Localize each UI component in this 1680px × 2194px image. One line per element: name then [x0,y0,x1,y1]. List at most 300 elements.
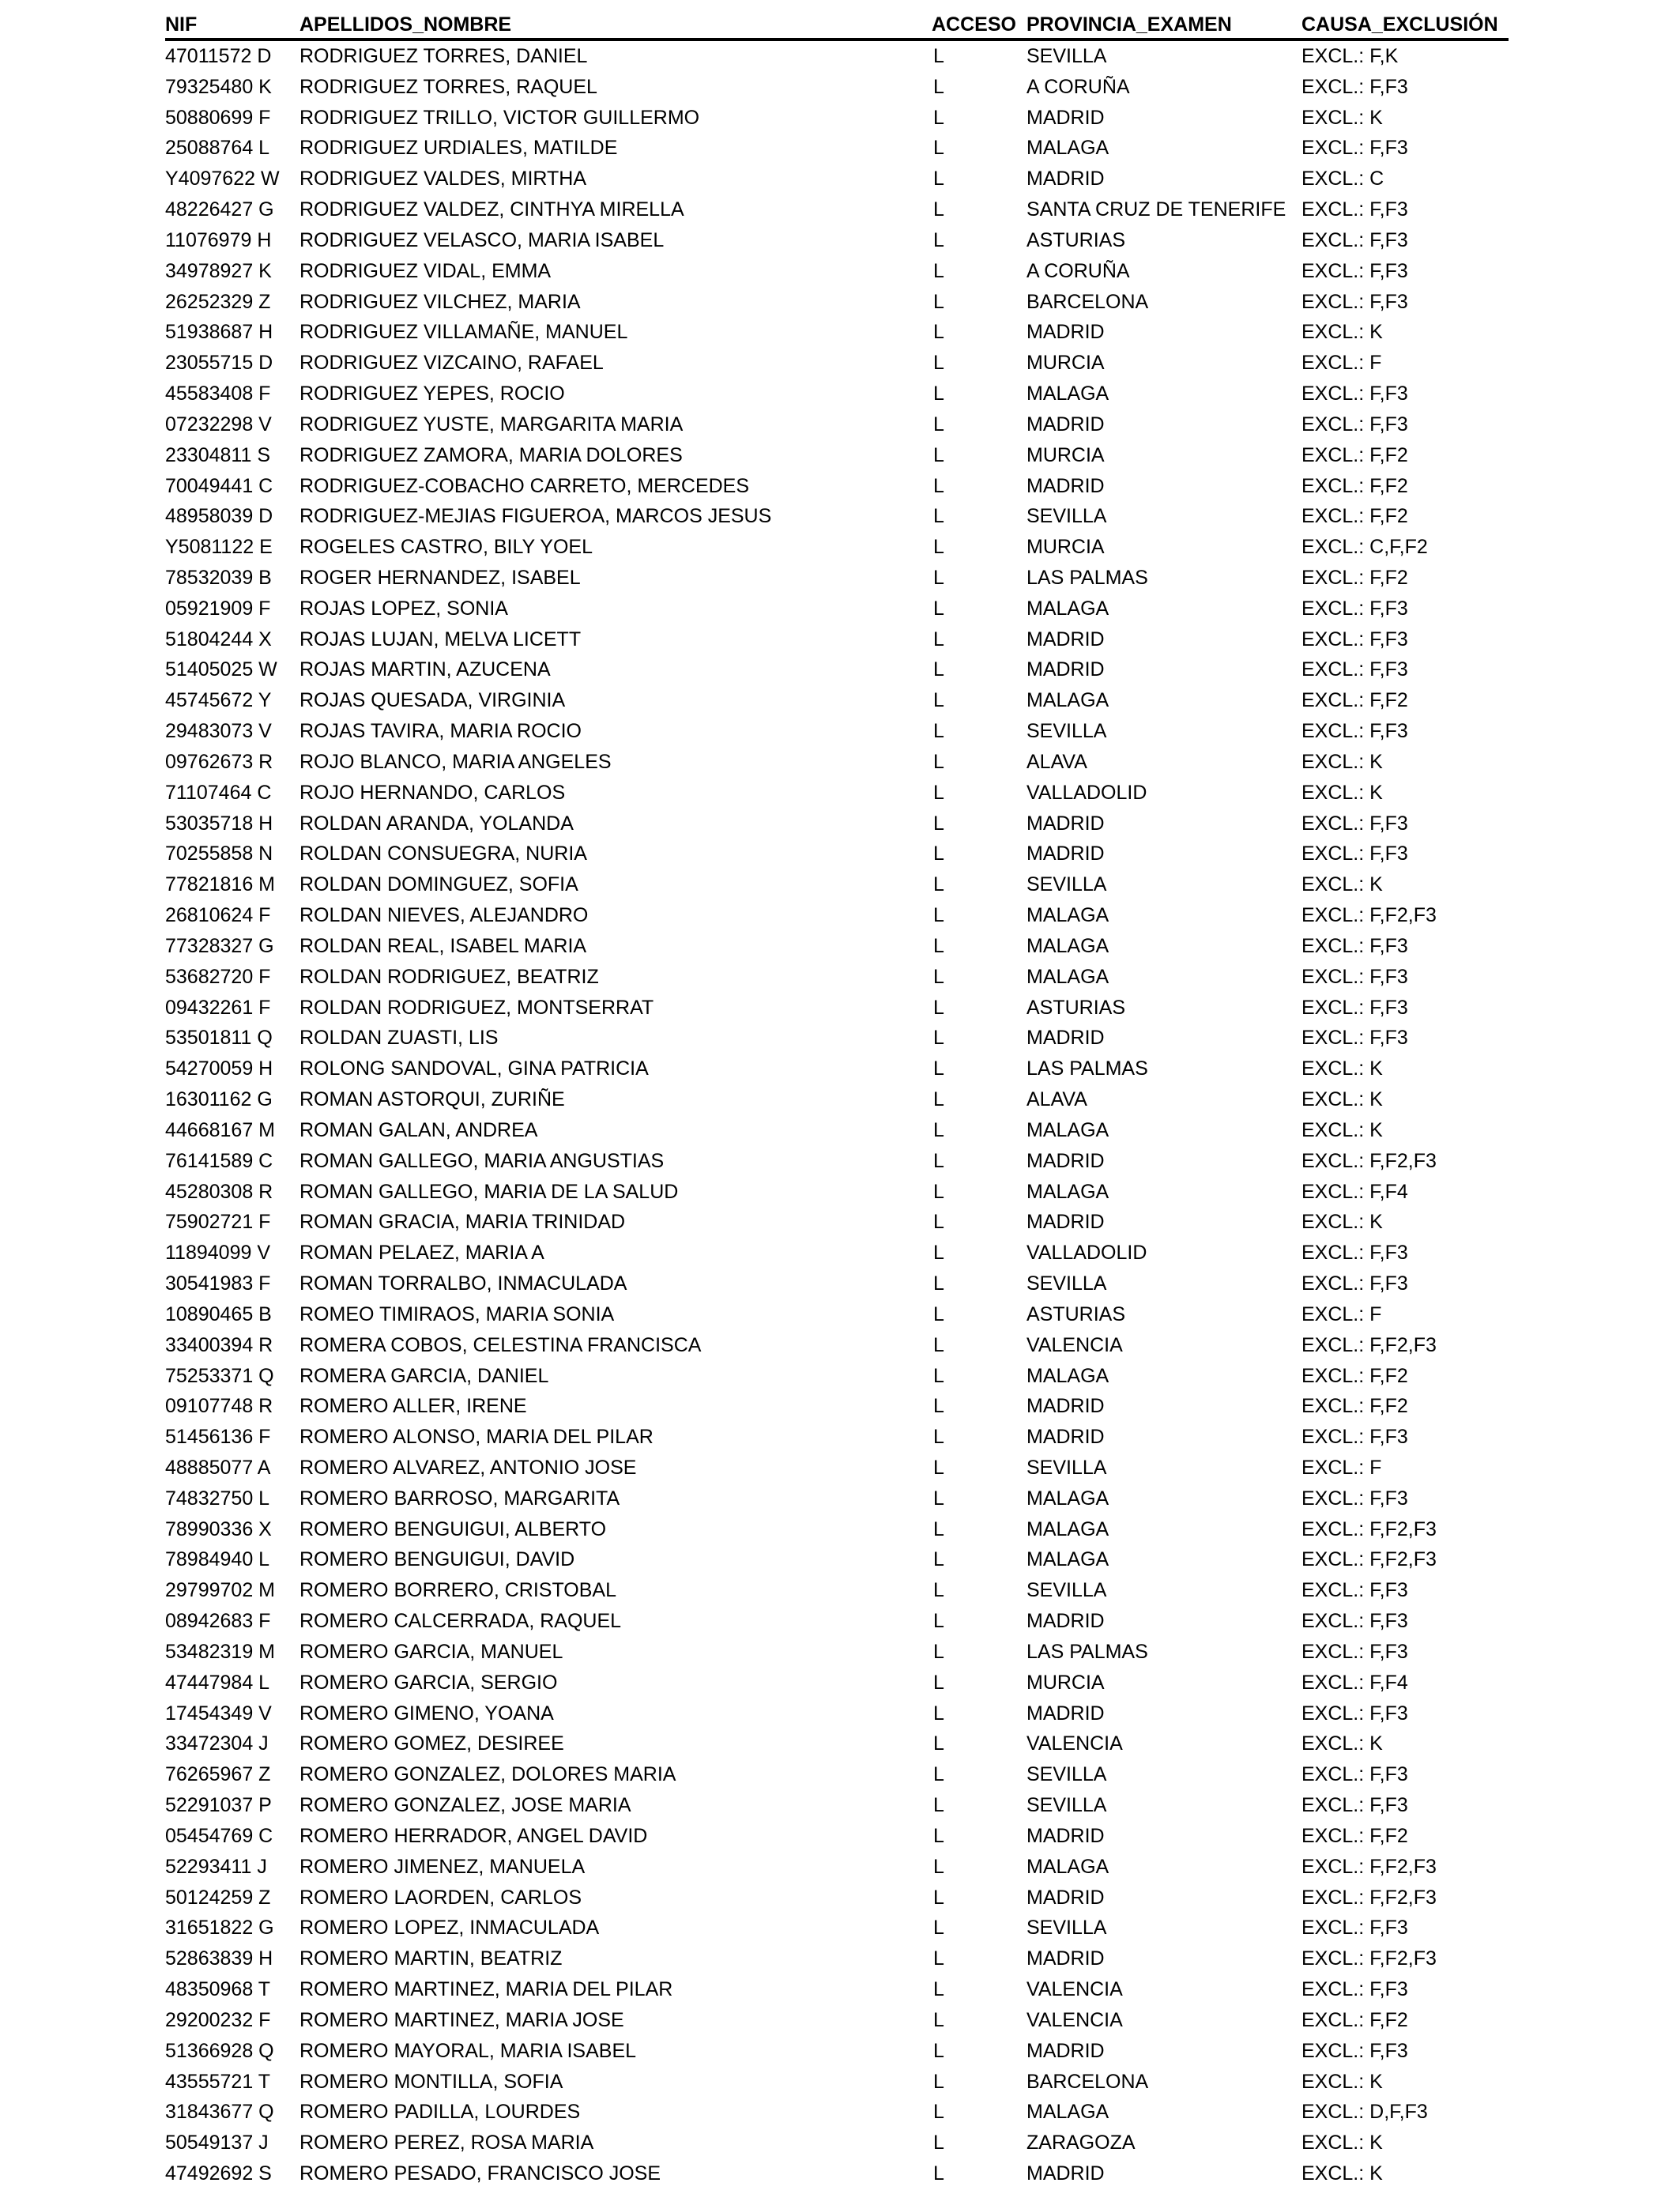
causa-exclusion-cell: EXCL.: F,F2 [1301,1824,1408,1847]
causa-exclusion-cell: EXCL.: C [1301,168,1384,190]
causa-exclusion-cell: EXCL.: K [1301,321,1383,344]
causa-exclusion-cell: EXCL.: K [1301,1211,1383,1234]
header-provincia-examen: PROVINCIA_EXAMEN [1026,11,1301,40]
table-row [165,287,1509,318]
apellidos-nombre-cell: RODRIGUEZ TRILLO, VICTOR GUILLERMO [299,106,700,129]
header-acceso: ACCESO [932,11,1026,40]
nif-cell: 11076979 H [165,228,272,251]
apellidos-nombre-cell: ROMERO MARTINEZ, MARIA JOSE [299,2008,624,2031]
provincia-examen-cell: BARCELONA [1026,290,1149,313]
nif-cell: 76141589 C [165,1149,273,1172]
table-row [165,1054,1509,1084]
table-row [165,1974,1509,2005]
acceso-cell: L [933,198,944,221]
table-row [165,1943,1509,1974]
causa-exclusion-cell: EXCL.: F,F3 [1301,1794,1408,1817]
table-row [165,1330,1509,1361]
apellidos-nombre-cell: ROGER HERNANDEZ, ISABEL [299,566,581,589]
provincia-examen-cell: MADRID [1026,812,1105,835]
causa-exclusion-cell: EXCL.: F,F2 [1301,566,1408,589]
causa-exclusion-cell: EXCL.: F,F3 [1301,1027,1408,1050]
apellidos-nombre-cell: ROMEO TIMIRAOS, MARIA SONIA [299,1302,615,1325]
provincia-examen-cell: MADRID [1026,2039,1105,2062]
provincia-examen-cell: LAS PALMAS [1026,1640,1148,1663]
provincia-examen-cell: ALAVA [1026,750,1087,773]
acceso-cell: L [933,2101,944,2124]
apellidos-nombre-cell: ROGELES CASTRO, BILY YOEL [299,536,593,559]
causa-exclusion-cell: EXCL.: F [1301,1457,1382,1479]
causa-exclusion-cell: EXCL.: F,F3 [1301,413,1408,435]
provincia-examen-cell: MURCIA [1026,536,1105,559]
nif-cell: 76265967 Z [165,1763,271,1786]
causa-exclusion-cell: EXCL.: F,F3 [1301,812,1408,835]
table-row [165,1084,1509,1115]
causa-exclusion-cell: EXCL.: F,F3 [1301,228,1408,251]
acceso-cell: L [933,1702,944,1725]
table-row [165,103,1509,134]
causa-exclusion-cell: EXCL.: F,F3 [1301,1426,1408,1449]
provincia-examen-cell: SEVILLA [1026,1457,1107,1479]
causa-exclusion-cell: EXCL.: K [1301,106,1383,129]
provincia-examen-cell: SEVILLA [1026,44,1107,67]
provincia-examen-cell: MALAGA [1026,2101,1109,2124]
provincia-examen-cell: SEVILLA [1026,720,1107,743]
causa-exclusion-cell: EXCL.: F,F3 [1301,198,1408,221]
table-body [165,40,1509,2189]
causa-exclusion-cell: EXCL.: F,F3 [1301,658,1408,681]
provincia-examen-cell: MALAGA [1026,934,1109,957]
apellidos-nombre-cell: ROMERO GONZALEZ, JOSE MARIA [299,1794,631,1817]
provincia-examen-cell: SANTA CRUZ DE TENERIFE [1026,198,1286,221]
causa-exclusion-cell: EXCL.: F,F2 [1301,505,1408,528]
provincia-examen-cell: MALAGA [1026,597,1109,620]
acceso-cell: L [933,1579,944,1602]
table-row [165,900,1509,931]
causa-exclusion-cell: EXCL.: F,F2,F3 [1301,1333,1437,1356]
causa-exclusion-cell: EXCL.: F,F3 [1301,628,1408,650]
nif-cell: 50880699 F [165,106,271,129]
apellidos-nombre-cell: RODRIGUEZ VALDEZ, CINTHYA MIRELLA [299,198,684,221]
apellidos-nombre-cell: ROMERO JIMENEZ, MANUELA [299,1855,586,1878]
apellidos-nombre-cell: ROLDAN ZUASTI, LIS [299,1027,499,1050]
table-row [165,594,1509,624]
apellidos-nombre-cell: ROJAS LOPEZ, SONIA [299,597,508,620]
nif-cell: 53482319 M [165,1640,276,1663]
apellidos-nombre-cell: ROMAN GALLEGO, MARIA DE LA SALUD [299,1180,679,1203]
acceso-cell: L [933,781,944,804]
nif-cell: 17454349 V [165,1702,272,1725]
table-row [165,1637,1509,1668]
header-causa-exclusion: CAUSA_EXCLUSIÓN [1301,11,1509,40]
apellidos-nombre-cell: ROJO BLANCO, MARIA ANGELES [299,750,612,773]
causa-exclusion-cell: EXCL.: C,F,F2 [1301,536,1428,559]
acceso-cell: L [933,75,944,98]
table-row [165,194,1509,225]
acceso-cell: L [933,1457,944,1479]
acceso-cell: L [933,965,944,988]
causa-exclusion-cell: EXCL.: F,F3 [1301,1917,1408,1940]
table-row [165,317,1509,348]
causa-exclusion-cell: EXCL.: F,F3 [1301,934,1408,957]
table-row [165,931,1509,962]
apellidos-nombre-cell: ROMAN GALAN, ANDREA [299,1118,538,1141]
table-row [165,993,1509,1023]
acceso-cell: L [933,1272,944,1295]
table-row [165,2036,1509,2067]
table-row [165,1545,1509,1576]
acceso-cell: L [933,1302,944,1325]
nif-cell: 52293411 J [165,1855,267,1878]
nif-cell: 51366928 Q [165,2039,274,2062]
provincia-examen-cell: MALAGA [1026,1180,1109,1203]
acceso-cell: L [933,443,944,466]
causa-exclusion-cell: EXCL.: F,F2,F3 [1301,1517,1437,1540]
nif-cell: 74832750 L [165,1487,270,1510]
acceso-cell: L [933,505,944,528]
apellidos-nombre-cell: ROMERO ALONSO, MARIA DEL PILAR [299,1426,654,1449]
apellidos-nombre-cell: RODRIGUEZ URDIALES, MATILDE [299,137,618,160]
nif-cell: 51456136 F [165,1426,271,1449]
nif-cell: 29483073 V [165,720,272,743]
causa-exclusion-cell: EXCL.: K [1301,2162,1383,2185]
causa-exclusion-cell: EXCL.: K [1301,1088,1383,1111]
acceso-cell: L [933,1364,944,1387]
provincia-examen-cell: MALAGA [1026,689,1109,712]
nif-cell: 33400394 R [165,1333,273,1356]
acceso-cell: L [933,1426,944,1449]
acceso-cell: L [933,1917,944,1940]
table-row [165,1606,1509,1637]
nif-cell: 53501811 Q [165,1027,273,1050]
table-row [165,1759,1509,1790]
nif-cell: Y5081122 E [165,536,273,559]
apellidos-nombre-cell: ROMERO PADILLA, LOURDES [299,2101,581,2124]
nif-cell: 30541983 F [165,1272,271,1295]
apellidos-nombre-cell: RODRIGUEZ VIZCAINO, RAFAEL [299,352,604,375]
causa-exclusion-cell: EXCL.: F,F3 [1301,965,1408,988]
nif-cell: 47447984 L [165,1671,270,1694]
nif-cell: 50549137 J [165,2132,269,2154]
causa-exclusion-cell: EXCL.: F,F3 [1301,1702,1408,1725]
causa-exclusion-cell: EXCL.: K [1301,1732,1383,1755]
acceso-cell: L [933,812,944,835]
nif-cell: 16301162 G [165,1088,273,1111]
apellidos-nombre-cell: ROMERO MAYORAL, MARIA ISABEL [299,2039,637,2062]
table-row [165,40,1509,72]
apellidos-nombre-cell: ROMERO ALLER, IRENE [299,1395,527,1418]
apellidos-nombre-cell: RODRIGUEZ YEPES, ROCIO [299,383,565,405]
nif-cell: 48958039 D [165,505,273,528]
provincia-examen-cell: A CORUÑA [1026,75,1130,98]
nif-cell: 31843677 Q [165,2101,274,2124]
acceso-cell: L [933,904,944,927]
apellidos-nombre-cell: ROJAS LUJAN, MELVA LICETT [299,628,582,650]
acceso-cell: L [933,383,944,405]
apellidos-nombre-cell: ROMAN ASTORQUI, ZURIÑE [299,1088,565,1111]
nif-cell: 31651822 G [165,1917,274,1940]
causa-exclusion-cell: EXCL.: F,F3 [1301,1978,1408,2001]
table-row [165,809,1509,839]
acceso-cell: L [933,1855,944,1878]
nif-cell: Y4097622 W [165,168,280,190]
acceso-cell: L [933,1794,944,1817]
provincia-examen-cell: MALAGA [1026,1855,1109,1878]
apellidos-nombre-cell: ROJAS QUESADA, VIRGINIA [299,689,566,712]
apellidos-nombre-cell: ROMERO GARCIA, SERGIO [299,1671,558,1694]
provincia-examen-cell: ZARAGOZA [1026,2132,1136,2154]
table-row [165,1821,1509,1852]
nif-cell: 70049441 C [165,474,273,497]
apellidos-nombre-cell: ROLDAN NIEVES, ALEJANDRO [299,904,589,927]
nif-cell: 09432261 F [165,996,271,1019]
causa-exclusion-cell: EXCL.: F,F3 [1301,259,1408,282]
acceso-cell: L [933,1242,944,1265]
provincia-examen-cell: SEVILLA [1026,1579,1107,1602]
provincia-examen-cell: MADRID [1026,1027,1105,1050]
acceso-cell: L [933,566,944,589]
acceso-cell: L [933,1149,944,1172]
table-row [165,2005,1509,2036]
provincia-examen-cell: A CORUÑA [1026,259,1130,282]
provincia-examen-cell: MADRID [1026,106,1105,129]
apellidos-nombre-cell: ROMERA GARCIA, DANIEL [299,1364,549,1387]
provincia-examen-cell: MALAGA [1026,1118,1109,1141]
provincia-examen-cell: MURCIA [1026,352,1105,375]
acceso-cell: L [933,321,944,344]
nif-cell: 75902721 F [165,1211,271,1234]
apellidos-nombre-cell: ROJO HERNANDO, CARLOS [299,781,566,804]
acceso-cell: L [933,750,944,773]
acceso-cell: L [933,843,944,865]
causa-exclusion-cell: EXCL.: F,F3 [1301,1579,1408,1602]
acceso-cell: L [933,720,944,743]
causa-exclusion-cell: EXCL.: F,F2,F3 [1301,904,1437,927]
provincia-examen-cell: MADRID [1026,1824,1105,1847]
causa-exclusion-cell: EXCL.: F,F3 [1301,720,1408,743]
acceso-cell: L [933,228,944,251]
apellidos-nombre-cell: RODRIGUEZ VIDAL, EMMA [299,259,552,282]
causa-exclusion-cell: EXCL.: K [1301,2132,1383,2154]
table-row [165,1422,1509,1453]
apellidos-nombre-cell: ROMERO GIMENO, YOANA [299,1702,554,1725]
causa-exclusion-cell: EXCL.: F,F2,F3 [1301,1149,1437,1172]
apellidos-nombre-cell: ROMAN PELAEZ, MARIA A [299,1242,544,1265]
nif-cell: 52863839 H [165,1947,273,1970]
table-row [165,839,1509,870]
causa-exclusion-cell: EXCL.: F,F2,F3 [1301,1947,1437,1970]
acceso-cell: L [933,1732,944,1755]
nif-cell: 25088764 L [165,137,270,160]
provincia-examen-cell: VALENCIA [1026,1978,1123,2001]
provincia-examen-cell: LAS PALMAS [1026,566,1148,589]
nif-cell: 47011572 D [165,44,272,67]
table-row [165,1115,1509,1146]
table-row [165,1238,1509,1269]
table-row [165,256,1509,287]
nif-cell: 45280308 R [165,1180,273,1203]
apellidos-nombre-cell: ROLDAN DOMINGUEZ, SOFIA [299,873,578,896]
table-row [165,1453,1509,1483]
table-row [165,1391,1509,1422]
apellidos-nombre-cell: ROMERO GONZALEZ, DOLORES MARIA [299,1763,676,1786]
nif-cell: 44668167 M [165,1118,276,1141]
causa-exclusion-cell: EXCL.: F,F3 [1301,996,1408,1019]
apellidos-nombre-cell: ROJAS TAVIRA, MARIA ROCIO [299,720,582,743]
nif-cell: 70255858 N [165,843,273,865]
acceso-cell: L [933,1517,944,1540]
apellidos-nombre-cell: RODRIGUEZ YUSTE, MARGARITA MARIA [299,413,684,435]
table-row [165,2128,1509,2158]
causa-exclusion-cell: EXCL.: F,F2,F3 [1301,1855,1437,1878]
provincia-examen-cell: MADRID [1026,321,1105,344]
apellidos-nombre-cell: RODRIGUEZ ZAMORA, MARIA DOLORES [299,443,683,466]
header-row [165,11,1509,40]
acceso-cell: L [933,1548,944,1571]
provincia-examen-cell: MALAGA [1026,1517,1109,1540]
provincia-examen-cell: MALAGA [1026,904,1109,927]
table-row [165,2067,1509,2098]
apellidos-nombre-cell: ROMERO BORRERO, CRISTOBAL [299,1579,616,1602]
nif-cell: 51405025 W [165,658,277,681]
table-row [165,1575,1509,1606]
apellidos-nombre-cell: RODRIGUEZ VALDES, MIRTHA [299,168,587,190]
causa-exclusion-cell: EXCL.: F,F3 [1301,75,1408,98]
provincia-examen-cell: VALENCIA [1026,1333,1123,1356]
causa-exclusion-cell: EXCL.: F,F2 [1301,443,1408,466]
table-row [165,1790,1509,1821]
table-row [165,1514,1509,1545]
provincia-examen-cell: SEVILLA [1026,1763,1107,1786]
table-row [165,2158,1509,2189]
provincia-examen-cell: SEVILLA [1026,1794,1107,1817]
acceso-cell: L [933,1824,944,1847]
nif-cell: 53035718 H [165,812,273,835]
causa-exclusion-cell: EXCL.: K [1301,781,1383,804]
exclusion-table [165,11,1509,2189]
causa-exclusion-cell: EXCL.: K [1301,750,1383,773]
causa-exclusion-cell: EXCL.: K [1301,2070,1383,2093]
table-row [165,1668,1509,1698]
table-row [165,164,1509,194]
nif-cell: 23055715 D [165,352,273,375]
nif-cell: 10890465 B [165,1302,272,1325]
acceso-cell: L [933,1671,944,1694]
table-row [165,563,1509,594]
apellidos-nombre-cell: ROMAN GRACIA, MARIA TRINIDAD [299,1211,626,1234]
apellidos-nombre-cell: ROLDAN CONSUEGRA, NURIA [299,843,587,865]
provincia-examen-cell: MADRID [1026,1426,1105,1449]
apellidos-nombre-cell: ROLDAN RODRIGUEZ, MONTSERRAT [299,996,654,1019]
header-apellidos-nombre: APELLIDOS_NOMBRE [299,11,932,40]
apellidos-nombre-cell: ROMERO MONTILLA, SOFIA [299,2070,563,2093]
nif-cell: 48350968 T [165,1978,270,2001]
nif-cell: 53682720 F [165,965,271,988]
provincia-examen-cell: MADRID [1026,168,1105,190]
apellidos-nombre-cell: RODRIGUEZ TORRES, DANIEL [299,44,588,67]
causa-exclusion-cell: EXCL.: F [1301,352,1382,375]
table-row [165,72,1509,103]
apellidos-nombre-cell: ROLDAN REAL, ISABEL MARIA [299,934,587,957]
acceso-cell: L [933,2008,944,2031]
acceso-cell: L [933,689,944,712]
acceso-cell: L [933,137,944,160]
causa-exclusion-cell: EXCL.: F,F3 [1301,137,1408,160]
provincia-examen-cell: MADRID [1026,1211,1105,1234]
provincia-examen-cell: ALAVA [1026,1088,1087,1111]
table-row [165,685,1509,716]
provincia-examen-cell: MALAGA [1026,1364,1109,1387]
nif-cell: 23304811 S [165,443,270,466]
nif-cell: 45583408 F [165,383,271,405]
nif-cell: 47492692 S [165,2162,272,2185]
acceso-cell: L [933,1886,944,1909]
table-row [165,1146,1509,1177]
causa-exclusion-cell: EXCL.: F,F3 [1301,1640,1408,1663]
causa-exclusion-cell: EXCL.: F,F3 [1301,383,1408,405]
apellidos-nombre-cell: ROMERO HERRADOR, ANGEL DAVID [299,1824,648,1847]
apellidos-nombre-cell: ROMERO CALCERRADA, RAQUEL [299,1610,622,1633]
provincia-examen-cell: MURCIA [1026,443,1105,466]
provincia-examen-cell: MADRID [1026,1947,1105,1970]
table-row [165,1207,1509,1238]
causa-exclusion-cell: EXCL.: K [1301,873,1383,896]
provincia-examen-cell: MADRID [1026,474,1105,497]
apellidos-nombre-cell: RODRIGUEZ TORRES, RAQUEL [299,75,597,98]
table-row [165,532,1509,563]
acceso-cell: L [933,1947,944,1970]
table-header [165,11,1509,40]
table-row [165,501,1509,532]
acceso-cell: L [933,597,944,620]
acceso-cell: L [933,1180,944,1203]
acceso-cell: L [933,259,944,282]
apellidos-nombre-cell: ROLDAN RODRIGUEZ, BEATRIZ [299,965,599,988]
table-row [165,1269,1509,1299]
acceso-cell: L [933,413,944,435]
causa-exclusion-cell: EXCL.: F,F3 [1301,597,1408,620]
provincia-examen-cell: MALAGA [1026,1487,1109,1510]
provincia-examen-cell: MALAGA [1026,1548,1109,1571]
causa-exclusion-cell: EXCL.: F,F3 [1301,843,1408,865]
acceso-cell: L [933,2039,944,2062]
acceso-cell: L [933,44,944,67]
apellidos-nombre-cell: ROMERO MARTIN, BEATRIZ [299,1947,563,1970]
table-row [165,1299,1509,1330]
nif-cell: 78990336 X [165,1517,272,1540]
exclusion-list-sheet [165,11,1509,2189]
apellidos-nombre-cell: RODRIGUEZ VELASCO, MARIA ISABEL [299,228,665,251]
nif-cell: 79325480 K [165,75,272,98]
nif-cell: 08942683 F [165,1610,271,1633]
table-row [165,471,1509,502]
nif-cell: 26810624 F [165,904,271,927]
apellidos-nombre-cell: ROMERO BENGUIGUI, ALBERTO [299,1517,607,1540]
nif-cell: 29799702 M [165,1579,276,1602]
table-row [165,379,1509,409]
provincia-examen-cell: MADRID [1026,1886,1105,1909]
nif-cell: 54270059 H [165,1057,273,1080]
table-row [165,2097,1509,2128]
provincia-examen-cell: MADRID [1026,1610,1105,1633]
provincia-examen-cell: ASTURIAS [1026,1302,1126,1325]
provincia-examen-cell: SEVILLA [1026,873,1107,896]
nif-cell: 07232298 V [165,413,272,435]
causa-exclusion-cell: EXCL.: D,F,F3 [1301,2101,1428,2124]
apellidos-nombre-cell: ROMERO ALVAREZ, ANTONIO JOSE [299,1457,637,1479]
acceso-cell: L [933,1333,944,1356]
acceso-cell: L [933,934,944,957]
apellidos-nombre-cell: ROMERO PESADO, FRANCISCO JOSE [299,2162,661,2185]
